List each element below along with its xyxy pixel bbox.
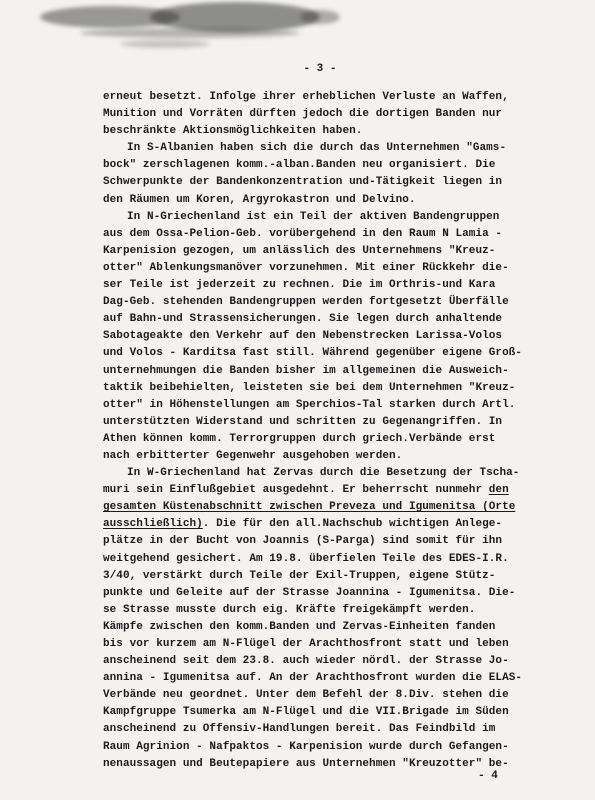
text-line: nach erbitterter Gegenwehr ausgehoben werden. (103, 449, 403, 462)
text-line: Karpenision gezogen, um anlässlich des Unternehmens "Kreuz- (103, 244, 496, 257)
scan-smudge (120, 40, 210, 48)
text-line: nenaussagen und Beutepapiere aus Unternehmen "Kreuzotter" be- (103, 757, 509, 770)
text-line: Dag-Geb. stehenden Bandengruppen werden fortgesetzt Überfälle (103, 296, 509, 309)
text-line: plätze in der Bucht von Joannis (S-Parga) sind somit für ihn (103, 535, 503, 548)
text-segment: . Die für den all.Nachschub wichtigen Anlege- (202, 518, 503, 531)
paragraph-start-line: In N-Griechenland ist ein Teil der aktiven Bandengruppen (127, 210, 500, 223)
text-line: beschränkte Aktionsmöglichkeiten haben. (103, 125, 363, 138)
text-line: Verbände neu geordnet. Unter dem Befehl der 8.Div. stehen die (103, 689, 509, 702)
page-number-top: - 3 - (303, 63, 337, 75)
text-line: Schwerpunkte der Bandenkonzentration und-Tätigkeit liegen in (103, 176, 503, 189)
text-line: den Räumen um Koren, Argyrokastron und Delvino. (103, 193, 416, 206)
underlined-text: ausschließlich) (103, 518, 203, 531)
document-body (103, 89, 543, 773)
text-line (103, 516, 543, 533)
text-line: punkte und Geleite auf der Strasse Joannina - Igumenitsa. Die- (103, 586, 516, 599)
text-line: Munition und Vorräten dürften jedoch die dortigen Banden nur (103, 108, 503, 121)
text-line: unternehmungen die Banden bisher im allgemeinen die Ausweich- (103, 364, 509, 377)
text-line: ser Teile ist jederzeit zu rechnen. Die im Orthris-und Kara (103, 279, 496, 292)
text-line: anscheinend zu Offensiv-Handlungen bereit. Das Feindbild im (103, 723, 496, 736)
text-line: Kampfgruppe Tsumerka am N-Flügel und die VII.Brigade im Süden (103, 706, 509, 719)
underlined-text: gesamten Küstenabschnitt zwischen Preveza und Igumenitsa (Orte (103, 501, 516, 514)
text-line: weitgehend gesichert. Am 19.8. überfielen Teile des EDES-I.R. (103, 552, 509, 565)
text-line: Athen können komm. Terrorgruppen durch griech.Verbände erst (103, 432, 496, 445)
text-line: Raum Agrinion - Nafpaktos - Karpenision wurde durch Gefangen- (103, 740, 509, 753)
text-line: erneut besetzt. Infolge ihrer erheblichen Verluste an Waffen, (103, 91, 509, 103)
text-line: aus dem Ossa-Pelion-Geb. vorübergehend in den Raum N Lamia - (103, 227, 503, 240)
text-line: bock" zerschlagenen komm.-alban.Banden neu organisiert. Die (103, 159, 496, 172)
text-line: otter" in Höhenstellungen am Sperchios-Tal starken durch Artl. (103, 398, 516, 411)
text-line: Kämpfe zwischen den komm.Banden und Zervas-Einheiten fanden (103, 620, 496, 633)
text-line: anscheinend seit dem 23.8. auch wieder nördl. der Strasse Jo- (103, 655, 509, 668)
text-line: bis vor kurzem am N-Flügel der Arachthosfront statt und leben (103, 638, 509, 650)
text-line: annina - Igumenitsa auf. An der Arachthosfront wurden die ELAS- (103, 672, 523, 685)
scan-smudge (300, 10, 340, 24)
text-line: se Strasse musste durch eig. Kräfte freigekämpft werden. (103, 603, 476, 616)
text-line: Sabotageakte den Verkehr auf den Nebenstrecken Larissa-Volos (103, 330, 503, 343)
page-number-bottom: - 4 (478, 770, 498, 782)
text-line (103, 482, 543, 499)
text-line (103, 499, 543, 516)
text-line: auf Bahn-und Strassensicherungen. Sie legen durch anhaltende (103, 313, 503, 326)
text-line: otter" Ablenkungsmanöver vorzunehmen. Mit einer Rückkehr die- (103, 261, 509, 274)
text-line: und Volos - Karditsa fast still. Während gegenüber eigene Groß- (103, 347, 523, 360)
underlined-text: den (488, 484, 509, 497)
text-line: 3/40, verstärkt durch Teile der Exil-Truppen, eigene Stütz- (103, 569, 496, 582)
text-line: unterstützten Widerstand und schritten zu Gegenangriffen. In (103, 415, 503, 428)
scan-smudge (80, 28, 300, 38)
paragraph-start-line: In W-Griechenland hat Zervas durch die Besetzung der Tscha- (127, 467, 520, 480)
paragraph-start-line: In S-Albanien haben sich die durch das Unternehmen "Gams- (127, 142, 507, 155)
text-segment: muri sein Einflußgebiet ausgedehnt. Er beherrscht nunmehr (103, 484, 489, 497)
text-line: taktik beibehielten, leisteten sie bei dem Unternehmen "Kreuz- (103, 381, 516, 394)
